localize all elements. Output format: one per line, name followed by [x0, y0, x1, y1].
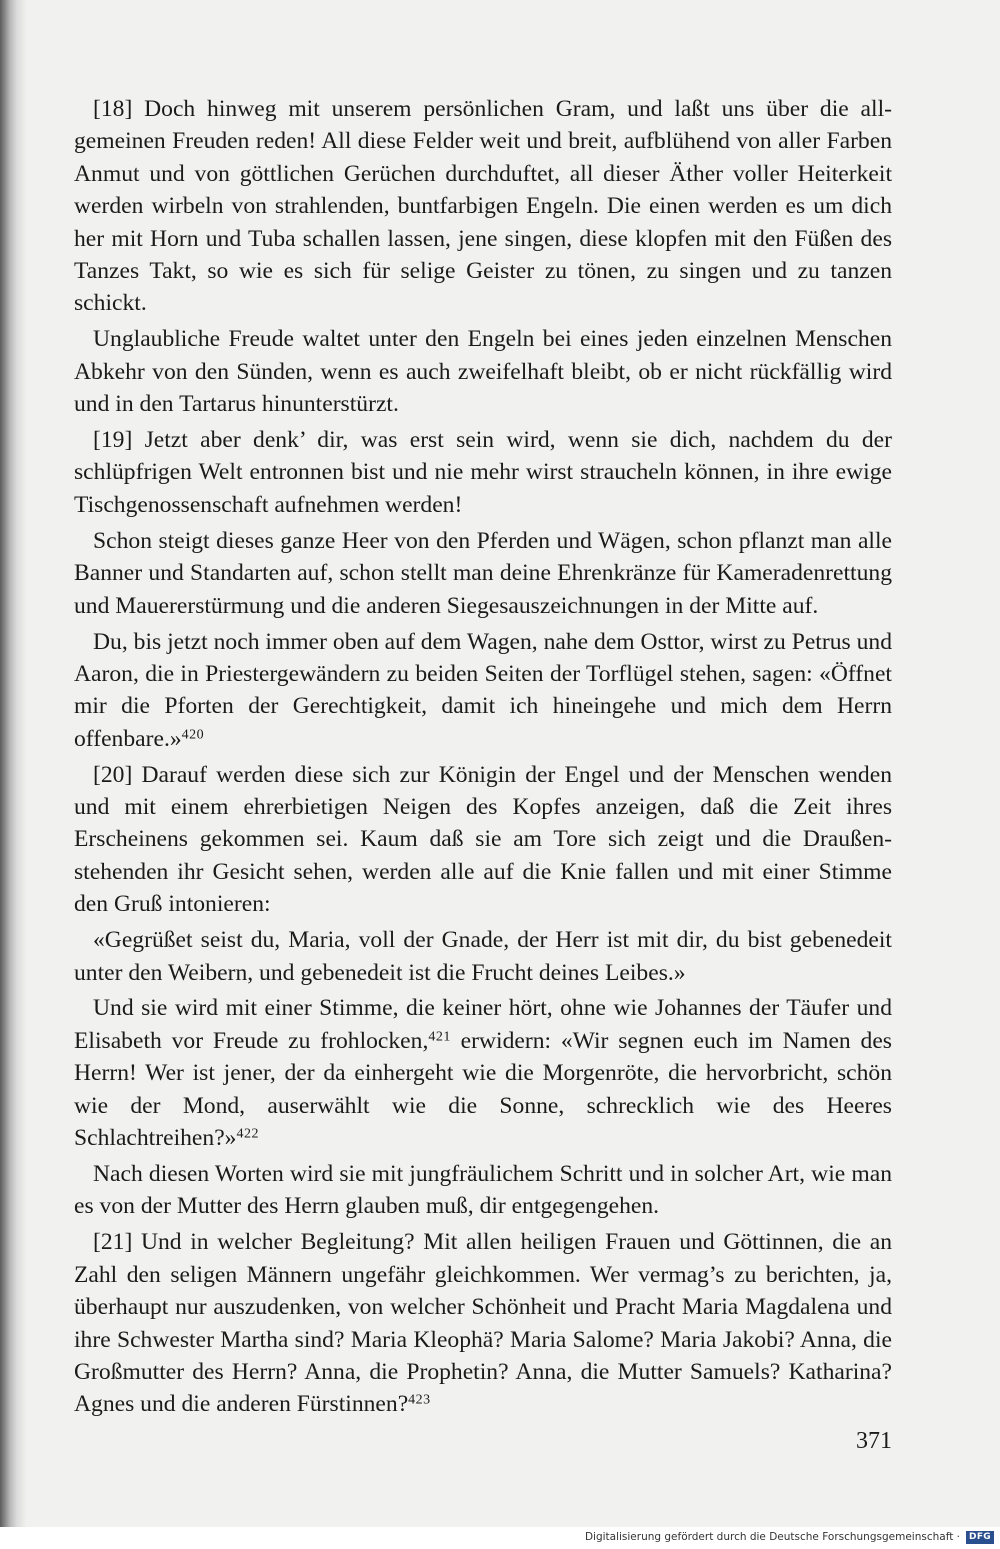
paragraph-text: Nach diesen Worten wird sie mit jungfräulichem Schritt und in solcher Art, wie man es von der Mutter des Herrn glauben muß, dir entgegengehen. [74, 1161, 892, 1220]
paragraph [74, 992, 892, 1154]
paragraph-text: Schon steigt dieses ganze Heer von den Pferden und Wägen, schon pflanzt man alle Banner und Standarten auf, schon stellt man deine Ehrenkränze für Kameradenrettung und Mauererstürmung und die anderen Siegesauszeichnungen in der Mitte auf. [74, 527, 892, 619]
body-text [74, 93, 892, 1424]
paragraph-text: [19] Jetzt aber denk’ dir, was erst sein wird, wenn sie dich, nachdem du der schlüpfrigen Welt entronnen bist und nie mehr wirst straucheln können, in ihre ewige Tischgenossenschaft aufnehmen werden! [74, 427, 892, 518]
paragraph-text: [20] Darauf werden diese sich zur Königin der Engel und der Menschen wenden und mit einem ehrerbietigen Neigen des Kopfes anzeigen, daß die Zeit ihres Erscheinens gekommen sei. Kaum daß sie am Tore sich zeigt und die Draußenstehenden ihr Gesicht sehen, werden alle auf die Knie fallen und mit einer Stimme den Gruß intonieren: [74, 761, 892, 918]
dfg-logo: DFG [966, 1531, 994, 1544]
paragraph-text: [21] Und in welcher Begleitung? Mit allen heiligen Frauen und Göttinnen, die an Zahl den seligen Männern ungefähr gleichkommen. Wer vermag’s zu berichten, ja, überhaupt nur auszudenken, von welcher Schönheit und Pracht Maria Magdalena und ihre Schwester Martha sind? Maria Kleophä? Maria Salome? Maria Jakobi? Anna, die Großmutter des Herrn? Anna, die Prophetin? Anna, die Mutter Samuels? Katharina? Agnes und die anderen Fürstinnen? [74, 1229, 892, 1418]
paragraph-text: Und sie wird mit einer Stimme, die keiner hört, ohne wie Johannes der Täufer und Elisabeth vor Freude zu frohlocken, [74, 995, 892, 1054]
paragraph-text: «Gegrüßet seist du, Maria, voll der Gnade, der Herr ist mit dir, du bist gebenedeit unter den Weibern, und gebenedeit ist die Frucht deines Leibes.» [74, 927, 892, 986]
paragraph [74, 424, 892, 521]
footnote-marker: 422 [236, 1126, 259, 1142]
paragraph-text: Du, bis jetzt noch immer oben auf dem Wagen, nahe dem Osttor, wirst zu Petrus und Aaron, die in Priestergewändern zu beiden Seiten der Torflügel stehen, sagen: «Öffnet mir die Pforten der Gerechtigkeit, damit ich hineingehe und mich dem Herrn offenbare.» [74, 628, 892, 752]
footer-credit: Digitalisierung gefördert durch die Deutsche Forschungsgemeinschaft · [584, 1531, 960, 1543]
paragraph-text: erwidern: «Wir segnen euch im Namen des Herrn! Wer ist jener, der da einhergeht wie die Morgenröte, die hervorbricht, schön wie der Mond, auserwählt wie die Sonne, schrecklich wie des Heeres Schlachtreihen?» [74, 1027, 892, 1152]
page-number: 371 [856, 1428, 892, 1454]
footnote-marker: 421 [428, 1029, 451, 1045]
paragraph [74, 1158, 892, 1223]
paragraph [74, 759, 892, 921]
paragraph [74, 93, 892, 320]
paragraph-text: [18] Doch hinweg mit unserem persönlichen Gram, und laßt uns über die allgemeinen Freuden reden! All diese Felder weit und breit, aufblühend von aller Farben Anmut und von göttlichen Gerüchen durchduftet, all dieser Äther voller Heiterkeit werden wirbeln von strahlenden, buntfarbigen Engeln. Die einen werden es um dich her mit Horn und Tuba schallen lassen, jene singen, diese klopfen mit den Füßen des Tanzes Takt, so wie es sich für selige Geister zu tönen, zu singen und zu tanzen schickt. [74, 96, 892, 317]
footer-bar [0, 1527, 1000, 1549]
paragraph [74, 924, 892, 989]
paragraph [74, 1226, 892, 1420]
footnote-marker: 423 [408, 1392, 431, 1408]
page-gutter-shadow [0, 0, 26, 1527]
paragraph [74, 323, 892, 420]
paragraph-text: Unglaubliche Freude waltet unter den Engeln bei eines jeden einzelnen Menschen Abkehr von den Sünden, wenn es auch zweifelhaft bleibt, ob er nicht rückfällig wird und in den Tartarus hinunterstürzt. [74, 326, 892, 418]
paragraph [74, 525, 892, 622]
paragraph [74, 626, 892, 756]
footnote-marker: 420 [181, 727, 205, 743]
